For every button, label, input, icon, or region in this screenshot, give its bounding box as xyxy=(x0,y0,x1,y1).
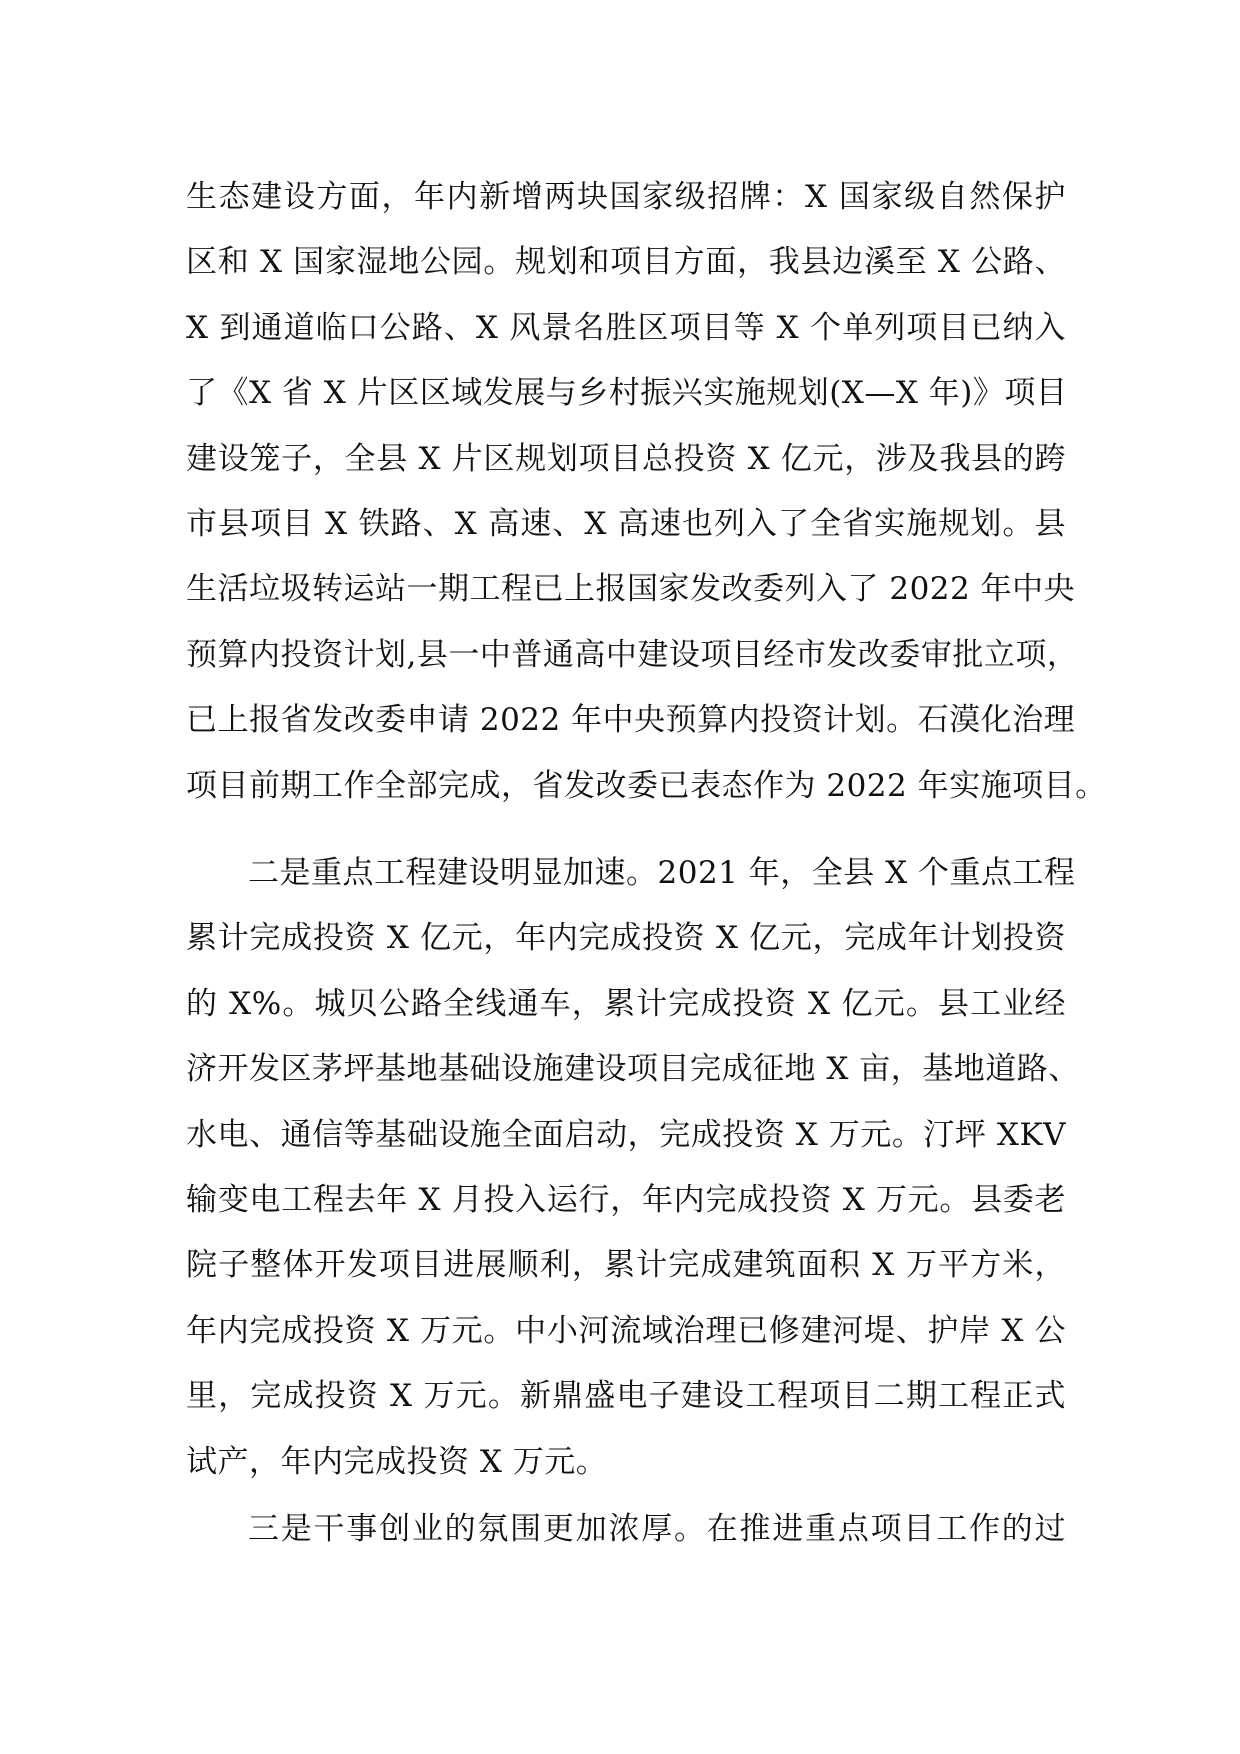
text-line: 预算内投资计划,县一中普通高中建设项目经市发改委审批立项， xyxy=(186,636,1079,673)
text-line: 里，完成投资 X 万元。新鼎盛电子建设工程项目二期工程正式 xyxy=(186,1378,1066,1415)
paragraph-ecology-projects xyxy=(186,165,1107,819)
text-line: 区和 X 国家湿地公园。规划和项目方面，我县边溪至 X 公路、 xyxy=(186,244,1066,281)
text-line: 累计完成投资 X 亿元，年内完成投资 X 亿元，完成年计划投资 xyxy=(186,920,1066,957)
text-line: 的 X%。城贝公路全线通车，累计完成投资 X 亿元。县工业经 xyxy=(186,985,1066,1022)
text-line: 建设笼子，全县 X 片区规划项目总投资 X 亿元，涉及我县的跨 xyxy=(186,440,1066,477)
text-line: 项目前期工作全部完成，省发改委已表态作为 2022 年实施项目。 xyxy=(186,767,1107,804)
text-line: 济开发区茅坪基地基础设施建设项目完成征地 X 亩，基地道路、 xyxy=(186,1051,1080,1088)
paragraph-key-projects xyxy=(186,841,1080,1495)
text-line: 试产，年内完成投资 X 万元。 xyxy=(186,1443,608,1480)
text-line: 年内完成投资 X 万元。中小河流域治理已修建河堤、护岸 X 公 xyxy=(186,1312,1066,1349)
text-line: 三是干事创业的氛围更加浓厚。在推进重点项目工作的过 xyxy=(248,1511,1066,1547)
text-line: 已上报省发改委申请 2022 年中央预算内投资计划。石漠化治理 xyxy=(186,702,1076,739)
text-line: 生活垃圾转运站一期工程已上报国家发改委列入了 2022 年中央 xyxy=(186,571,1076,608)
text-line: 二是重点工程建设明显加速。2021 年，全县 X 个重点工程 xyxy=(248,855,1076,891)
text-line: 院子整体开发项目进展顺利，累计完成建筑面积 X 万平方米， xyxy=(186,1247,1066,1284)
text-line: 生态建设方面，年内新增两块国家级招牌：X 国家级自然保护 xyxy=(186,179,1066,215)
paragraph-work-atmosphere xyxy=(186,1497,1066,1562)
text-line: 了《X 省 X 片区区域发展与乡村振兴实施规划(X—X 年)》项目 xyxy=(186,375,1068,412)
text-line: 水电、通信等基础设施全面启动，完成投资 X 万元。汀坪 XKV xyxy=(186,1116,1066,1153)
text-line: 输变电工程去年 X 月投入运行，年内完成投资 X 万元。县委老 xyxy=(186,1181,1066,1218)
text-line: 市县项目 X 铁路、X 高速、X 高速也列入了全省实施规划。县 xyxy=(186,505,1066,542)
text-line: X 到通道临口公路、X 风景名胜区项目等 X 个单列项目已纳入 xyxy=(186,309,1066,346)
